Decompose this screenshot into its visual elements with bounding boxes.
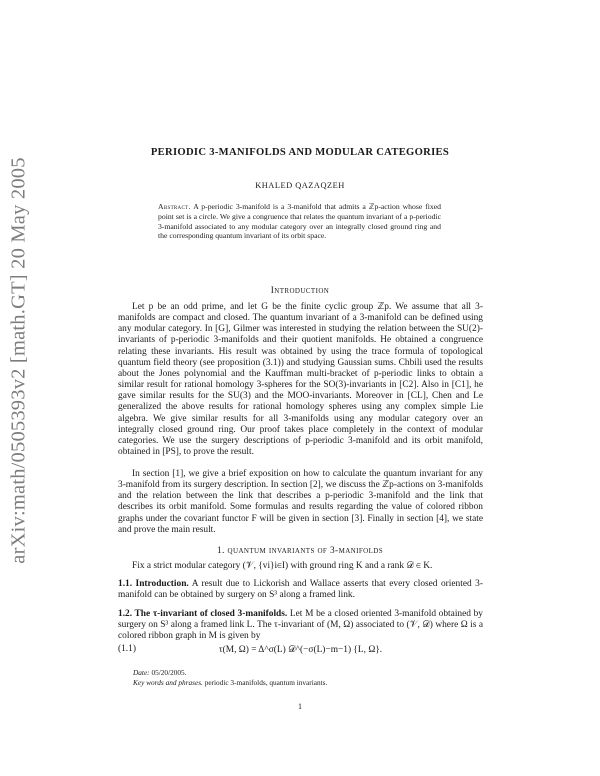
footnote-date-label: Date:: [133, 668, 150, 677]
section-1-intro: Fix a strict modular category (𝒱, {vi}i∈I) with ground ring K and a rank 𝒟 ∈ K.: [132, 561, 433, 571]
footnote-date-value: 05/20/2005.: [151, 668, 187, 677]
abstract: [158, 202, 441, 241]
subsection-1-1-text: A result due to Lickorish and Wallace asserts that every closed oriented 3-manifold can be obtained by surgery on S³ along a framed link.: [118, 579, 483, 601]
subsection-1-1-label: 1.1. Introduction.: [118, 579, 189, 589]
introduction-paragraph-1: Let p be an odd prime, and let G be the finite cyclic group ℤp. We assume that all 3-manifolds are compact and closed. The quantum invariant of a 3-manifold can be defined using any modular category. In [G], Gilmer was interested in studying the relation between the SU(2)- invariants of p-periodic 3-manifolds and their quotient manifolds. He obtained a congruence relating these invariants. His result was obtained by using the trace formula of topological quantum field theory (see proposition (3.1)) and studying Gaussian sums. Chbili used the results about the Jones polynomial and the Kauffman multi-bracket of p-periodic links to obtain a similar result for rational homology 3-spheres for the SO(3)-invariants in [C2]. Also in [C1], he gave similar results for the SU(3) and the MOO-invariants. Moreover in [CL], Chen and Le generalized the above results for rational homology spheres using any complex simple Lie algebra. We give similar results for all 3-manifolds using any modular category over an integrally closed ground ring. Our proof takes place completely in the context of modular categories. We use the surgery descriptions of p-periodic 3-manifold and its orbit manifold, obtained in [PS], to prove the result.: [118, 302, 483, 458]
subsection-1-1: [118, 579, 483, 601]
footnote-keywords: [133, 678, 483, 688]
equation-body: τ(M, Ω) = Δ^σ(L) 𝒟^(−σ(L)−m−1) {L, Ω}.: [218, 645, 383, 655]
footnote-keywords-label: Key words and phrases.: [133, 678, 203, 687]
abstract-label: Abstract.: [158, 202, 191, 211]
page-number: 1: [298, 702, 302, 711]
abstract-text: A p-periodic 3-manifold is a 3-manifold that admits a ℤp-action whose fixed point set is a circle. We give a congruence that relates the quantum invariant of a p-periodic 3-manifold associated to any modular category over an integrally closed ground ring and the corresponding quantum invariant of its orbit space.: [158, 202, 441, 241]
paper-author: KHALED QAZAQZEH: [255, 181, 345, 190]
subsection-1-2-label: 1.2. The τ-invariant of closed 3-manifolds.: [118, 609, 288, 619]
footnote-date: [133, 668, 483, 678]
arxiv-stamp-text: arXiv:math/0505393v2 [math.GT] 20 May 2005: [7, 156, 30, 564]
equation-number: (1.1): [118, 644, 136, 654]
arxiv-stamp: [2, 150, 36, 570]
introduction-heading: Introduction: [270, 286, 330, 296]
subsection-1-2: [118, 609, 483, 642]
equation-1-1: [118, 644, 483, 658]
section-1-heading: 1. quantum invariants of 3-manifolds: [216, 546, 384, 556]
paper-title: PERIODIC 3-MANIFOLDS AND MODULAR CATEGORIES: [150, 147, 450, 158]
introduction-paragraph-2: In section [1], we give a brief exposition on how to calculate the quantum invariant for any 3-manifold from its surgery description. In section [2], we discuss the ℤp-actions on 3-manifolds and the relation between the link that describes a p-periodic 3-manifold and the link that describes its orbit manifold. Some formulas and results regarding the value of colored ribbon graphs under the covariant functor F will be given in section [3]. Finally in section [4], we state and prove the main result.: [118, 469, 483, 535]
subsection-1-2-text: Let M be a closed oriented 3-manifold obtained by surgery on S³ along a framed link L. The τ-invariant of (M, Ω) associated to (𝒱, 𝒟) where Ω is a colored ribbon graph in M is given by: [118, 609, 483, 642]
footnote-keywords-value: periodic 3-manifolds, quantum invariants.: [204, 678, 328, 687]
